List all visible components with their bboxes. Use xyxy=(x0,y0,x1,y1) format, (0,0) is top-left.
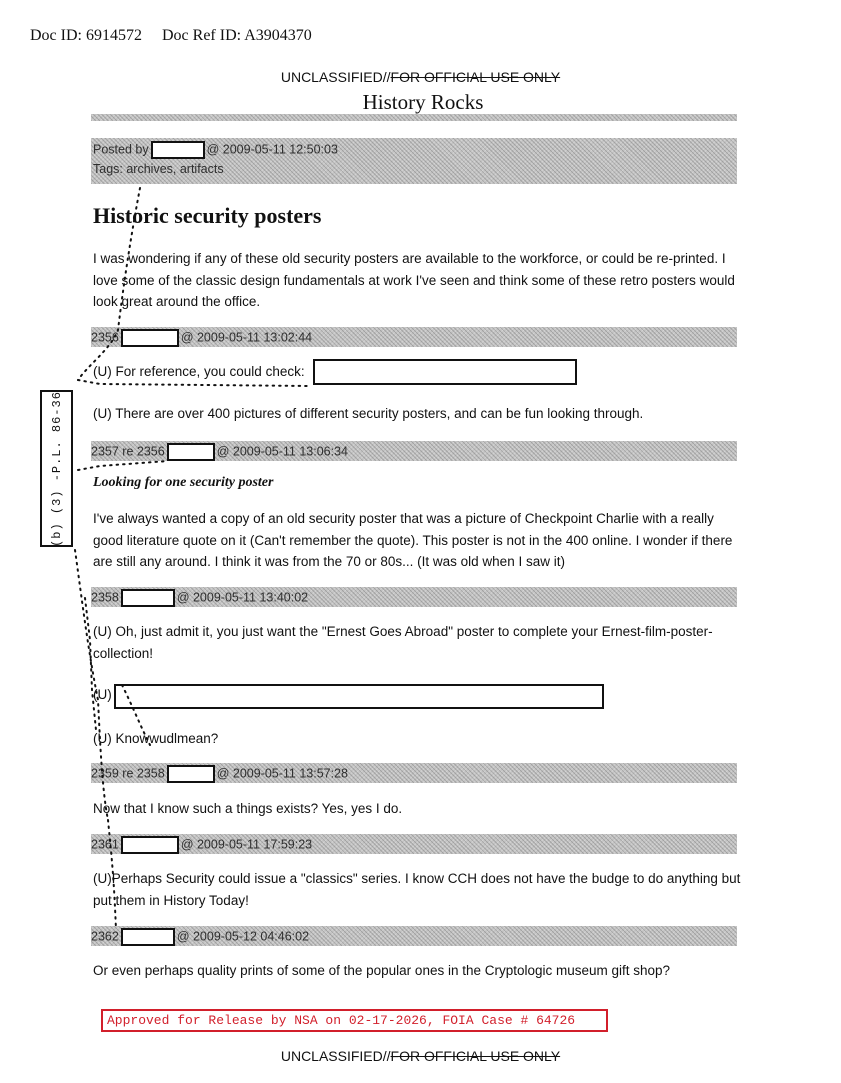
comment-2356-para-2: (U) There are over 400 pictures of different security posters, and can be fun looking through. xyxy=(93,406,644,421)
comment-id: 2359 xyxy=(91,766,119,781)
comment-2358-para-3: (U) Knowwudlmean? xyxy=(93,731,219,746)
comment-2357-subtitle: Looking for one security poster xyxy=(93,475,274,490)
classification-prefix: UNCLASSIFIED// xyxy=(280,1048,391,1064)
doc-ref-id: Doc Ref ID: A3904370 xyxy=(161,27,312,44)
comment-id: 2358 xyxy=(91,590,119,605)
comment-timestamp: @ 2009-05-11 13:57:28 xyxy=(216,766,349,781)
comment-timestamp: @ 2009-05-11 13:06:34 xyxy=(216,444,349,459)
classification-struck: FOR OFFICIAL USE ONLY xyxy=(390,69,561,85)
comment-timestamp: @ 2009-05-11 13:40:02 xyxy=(176,590,309,605)
exemption-text: (b) (3) -P.L. 86-36 xyxy=(49,390,64,547)
comment-reply-to: re 2358 xyxy=(122,766,165,781)
comment-id: 2356 xyxy=(91,330,119,345)
comment-2356-para-1: (U) For reference, you could check: xyxy=(93,364,305,379)
comment-id: 2357 xyxy=(91,444,119,459)
classification-prefix: UNCLASSIFIED// xyxy=(280,69,391,85)
post-timestamp: @ 2009-05-11 12:50:03 xyxy=(206,142,338,157)
comment-2359-para-1: Now that I know such a things exists? Yes, yes I do. xyxy=(93,801,403,816)
doc-id: Doc ID: 6914572 xyxy=(30,27,142,44)
comment-2358-para-2: (U) xyxy=(93,687,112,702)
post-tags: Tags: archives, artifacts xyxy=(93,162,224,176)
classification-struck: FOR OFFICIAL USE ONLY xyxy=(390,1048,561,1064)
comment-2362-para-1: Or even perhaps quality prints of some of the popular ones in the Cryptologic museum gift shop? xyxy=(93,963,671,978)
comment-id: 2361 xyxy=(91,837,119,852)
post-title: Historic security posters xyxy=(93,203,322,228)
posted-by-label: Posted by xyxy=(93,142,149,157)
comment-2361-para-1: (U)Perhaps Security could issue a "classics" series. I know CCH does not have the budge to do anything but put them in History Today! xyxy=(93,871,741,908)
comment-timestamp: @ 2009-05-11 13:02:44 xyxy=(180,330,313,345)
approval-stamp: Approved for Release by NSA on 02-17-2026, FOIA Case # 64726 xyxy=(101,1009,608,1032)
comment-id: 2362 xyxy=(91,929,119,944)
comment-2358-para-1: (U) Oh, just admit it, you just want the "Ernest Goes Abroad" poster to complete your Ernest-film-poster-collection! xyxy=(93,624,713,661)
post-body: I was wondering if any of these old security posters are available to the workforce, or could be re-printed. I love some of the classic design fundamentals at work I've seen and think some of these retro posters would look great around the office. xyxy=(93,251,735,309)
comment-reply-to: re 2356 xyxy=(122,444,165,459)
comment-2357-para-1: I've always wanted a copy of an old security poster that was a picture of Checkpoint Charlie with a really good literature quote on it (Can't remember the quote). This poster is not in the 400 online. I wonder if there are still any around. I think it was from the 70 or 80s... (It was old when I saw it) xyxy=(93,511,733,569)
classification-bottom xyxy=(0,1048,841,1064)
blog-title: History Rocks xyxy=(362,90,484,114)
comment-timestamp: @ 2009-05-12 04:46:02 xyxy=(176,929,310,944)
comment-timestamp: @ 2009-05-11 17:59:23 xyxy=(180,837,313,852)
